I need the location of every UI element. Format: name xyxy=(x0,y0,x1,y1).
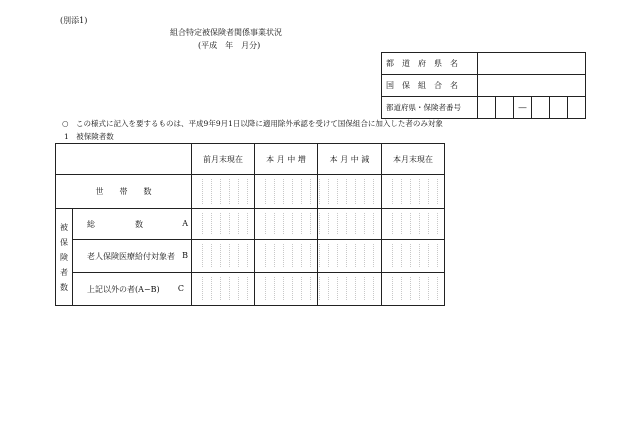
insurer-number-digit[interactable] xyxy=(568,97,586,119)
insurer-number-label: 都道府県・保険者番号 xyxy=(382,97,478,119)
union-input-cell[interactable] xyxy=(478,75,586,97)
households-label: 世 帯 数 xyxy=(56,175,192,209)
attachment-label: (別添1) xyxy=(60,16,88,25)
insurer-number-separator: ― xyxy=(514,97,532,119)
insurer-number-digit[interactable] xyxy=(478,97,496,119)
section-heading: 1 被保険者数 xyxy=(64,132,114,141)
col-header-prev-month-end: 前月末現在 xyxy=(192,144,255,175)
others-prev-month-end[interactable] xyxy=(192,273,255,306)
row-label: 老人保険医療給付対象者 xyxy=(87,251,175,261)
others-month-end[interactable] xyxy=(382,273,445,306)
vertical-char: 者 xyxy=(60,267,68,277)
col-header-month-increase: 本 月 中 増 xyxy=(255,144,318,175)
union-label: 国 保 組 合 名 xyxy=(382,75,478,97)
total-month-decrease[interactable] xyxy=(318,209,382,240)
insured-count-table xyxy=(55,143,445,306)
corner-cell xyxy=(56,144,192,175)
row-label: 総 数 xyxy=(87,219,143,229)
row-code: B xyxy=(182,250,188,260)
others-month-increase[interactable] xyxy=(255,273,318,306)
households-month-decrease[interactable] xyxy=(318,175,382,209)
total-prev-month-end[interactable] xyxy=(192,209,255,240)
households-month-end[interactable] xyxy=(382,175,445,209)
row-code: C xyxy=(177,283,184,293)
insurer-number-digit[interactable] xyxy=(496,97,514,119)
others-month-decrease[interactable] xyxy=(318,273,382,306)
elderly-month-end[interactable] xyxy=(382,240,445,273)
elderly-month-increase[interactable] xyxy=(255,240,318,273)
prefecture-label: 都 道 府 県 名 xyxy=(382,53,478,75)
elderly-prev-month-end[interactable] xyxy=(192,240,255,273)
prefecture-input-cell[interactable] xyxy=(478,53,586,75)
document-title: 組合特定被保険者関係事業状況 xyxy=(170,28,282,37)
insurer-number-digit[interactable] xyxy=(532,97,550,119)
total-month-end[interactable] xyxy=(382,209,445,240)
total-month-increase[interactable] xyxy=(255,209,318,240)
row-elderly-label xyxy=(73,240,192,273)
vertical-char: 被 xyxy=(60,222,68,232)
vertical-char: 険 xyxy=(60,252,68,262)
households-prev-month-end[interactable] xyxy=(192,175,255,209)
insurer-number-digit[interactable] xyxy=(550,97,568,119)
insured-vertical-label xyxy=(56,209,73,306)
info-table xyxy=(381,52,586,119)
elderly-month-decrease[interactable] xyxy=(318,240,382,273)
vertical-char: 保 xyxy=(60,237,68,247)
report-period: (平成 年 月分) xyxy=(198,41,261,50)
scope-note: ○ この様式に記入を要するものは、平成9年9月1日以降に適用除外承認を受けて国保組合に加入した者のみ対象 xyxy=(62,119,443,128)
row-others-label xyxy=(73,273,192,306)
row-code: A xyxy=(182,218,188,228)
row-total-label xyxy=(73,209,192,240)
col-header-month-decrease: 本 月 中 減 xyxy=(318,144,382,175)
col-header-month-end: 本月末現在 xyxy=(382,144,445,175)
vertical-char: 数 xyxy=(60,282,68,292)
row-label: 上記以外の者(A−B) xyxy=(87,284,160,294)
households-month-increase[interactable] xyxy=(255,175,318,209)
